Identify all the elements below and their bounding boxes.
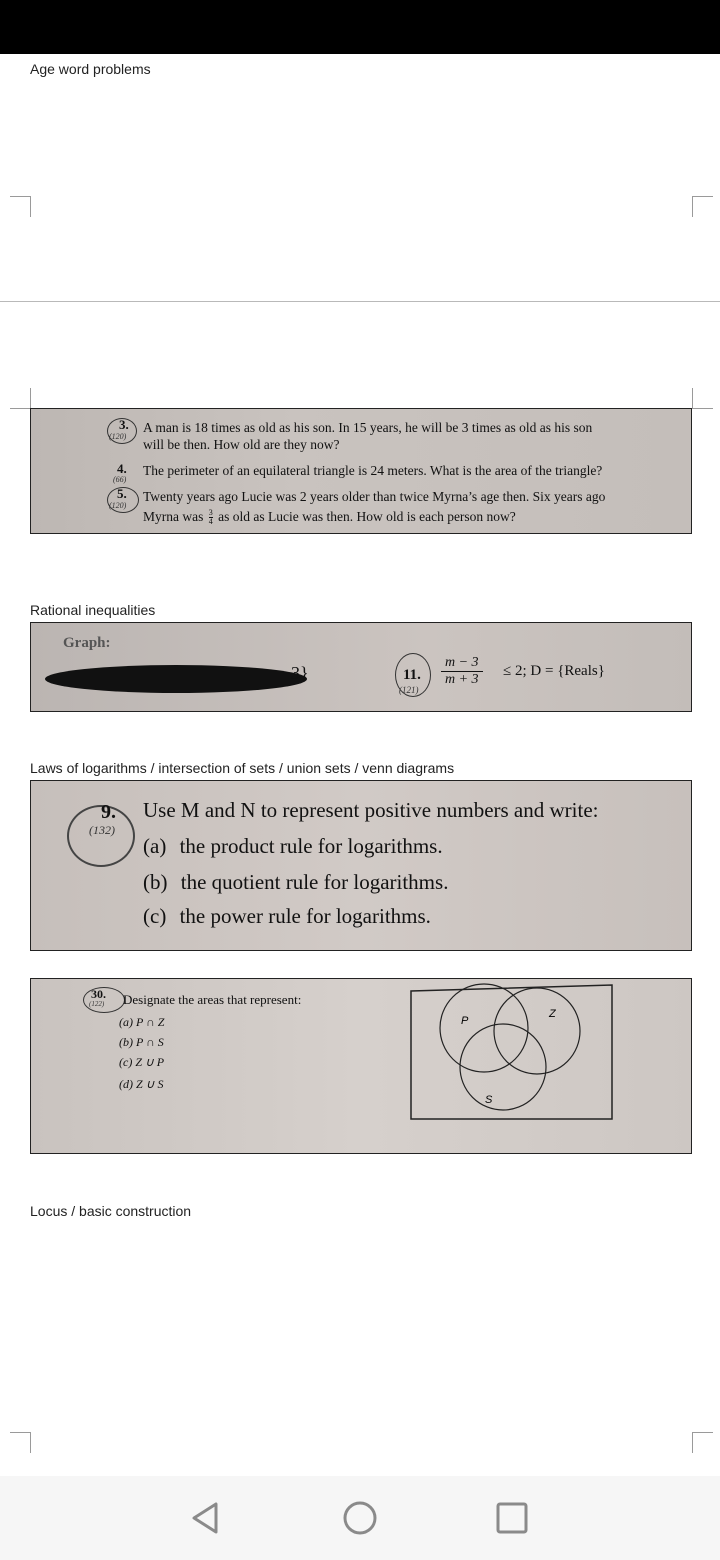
- part-label: (b): [143, 870, 168, 894]
- problem-ref: (66): [113, 475, 127, 484]
- fraction-numerator: 3: [208, 508, 213, 518]
- section-title-rational: Rational inequalities: [30, 602, 156, 618]
- back-icon[interactable]: [186, 1498, 226, 1538]
- recents-icon[interactable]: [492, 1498, 532, 1538]
- section-title-age: Age word problems: [30, 61, 151, 77]
- problem-number: 11.: [403, 667, 421, 683]
- problem-part-c: [143, 903, 431, 929]
- scribble-redaction: [45, 665, 307, 693]
- set-brace: 3}: [291, 663, 309, 683]
- logarithms-photo: [30, 780, 692, 951]
- problem-text-part: Myrna was: [143, 509, 204, 524]
- page-divider: [0, 301, 720, 302]
- problem-ref: (132): [89, 823, 115, 837]
- venn-item: (a) P ∩ Z: [119, 1015, 165, 1029]
- corner-mark: [692, 1432, 713, 1453]
- problem-text: The perimeter of an equilateral triangle is 24 meters. What is the area of the triangle?: [143, 463, 603, 478]
- problem-text: will be then. How old are they now?: [143, 437, 340, 452]
- problem-text: Twenty years ago Lucie was 2 years older than twice Myrna’s age then. Six years ago: [143, 489, 606, 504]
- status-bar: [0, 0, 720, 54]
- problem-text: [143, 508, 516, 526]
- problem-ref: (121): [399, 685, 419, 695]
- part-label: (c): [143, 904, 167, 928]
- problem-number: 5.: [117, 486, 127, 501]
- fraction-denominator: m + 3: [445, 672, 479, 687]
- problem-part-a: [143, 833, 443, 859]
- problem-number: 3.: [119, 417, 129, 432]
- inequality-fraction: [441, 655, 483, 688]
- problem-ref: (120): [109, 501, 127, 510]
- age-problems-photo: [30, 408, 692, 534]
- part-text: the product rule for logarithms.: [179, 834, 443, 858]
- corner-mark: [10, 388, 31, 409]
- corner-mark: [10, 196, 31, 217]
- venn-item: (b) P ∩ S: [119, 1035, 164, 1049]
- part-text: the quotient rule for logarithms.: [180, 870, 449, 894]
- problem-number: 30.: [91, 987, 106, 1001]
- graph-label: Graph:: [63, 635, 111, 651]
- part-label: (a): [143, 834, 167, 858]
- corner-mark: [692, 196, 713, 217]
- home-icon[interactable]: [340, 1498, 380, 1538]
- fraction-numerator: m − 3: [441, 655, 483, 672]
- venn-circle-s: [460, 1024, 546, 1110]
- corner-mark: [10, 1432, 31, 1453]
- problem-text: A man is 18 times as old as his son. In 15 years, he will be 3 times as old as his son: [143, 420, 593, 435]
- venn-label-p: P: [461, 1015, 469, 1027]
- venn-circle-z: [494, 988, 580, 1074]
- venn-item: (c) Z ∪ P: [119, 1055, 165, 1069]
- problem-text-part: as old as Lucie was then. How old is each person now?: [218, 509, 516, 524]
- venn-diagram-photo: [30, 978, 692, 1154]
- venn-diagram: [409, 983, 615, 1123]
- section-title-locus: Locus / basic construction: [30, 1203, 192, 1219]
- venn-label-z: Z: [549, 1008, 556, 1020]
- navigation-bar: [0, 1476, 720, 1560]
- venn-universe-rect: [411, 985, 612, 1119]
- problem-text: Designate the areas that represent:: [123, 992, 302, 1007]
- venn-item: (d) Z ∪ S: [119, 1077, 164, 1091]
- venn-label-s: S: [485, 1094, 493, 1106]
- inequality-rest: ≤ 2; D = {Reals}: [503, 663, 605, 679]
- fraction: [209, 509, 213, 526]
- part-text: the power rule for logarithms.: [179, 904, 431, 928]
- section-title-logs: Laws of logarithms / intersection of sets / union sets / venn diagrams: [30, 760, 455, 776]
- problem-part-b: [143, 869, 448, 895]
- problem-number: 4.: [117, 461, 127, 476]
- problem-number: 9.: [101, 801, 116, 823]
- fraction-denominator: 4: [208, 517, 213, 527]
- problem-ref: (120): [109, 432, 127, 441]
- problem-ref: (122): [89, 1000, 105, 1008]
- problem-text: Use M and N to represent positive numbers and write:: [143, 798, 599, 822]
- corner-mark: [692, 388, 713, 409]
- rational-inequalities-photo: [30, 622, 692, 712]
